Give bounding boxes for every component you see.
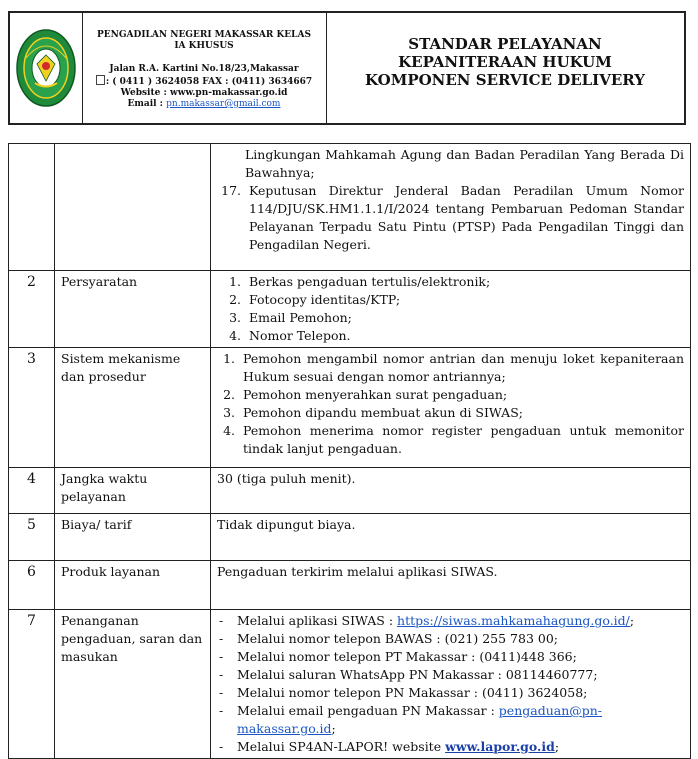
row-label: Produk layanan bbox=[55, 561, 211, 610]
court-contact bbox=[86, 64, 322, 110]
channel-text: Melalui SP4AN-LAPOR! website bbox=[237, 739, 446, 754]
table-row bbox=[9, 514, 691, 561]
row-number: 2 bbox=[9, 271, 55, 348]
list-item: 3. Pemohon dipandu membuat akun di SIWAS; bbox=[239, 404, 684, 422]
court-email-label: Email : bbox=[127, 99, 167, 109]
row-label: Biaya/ tarif bbox=[55, 514, 211, 561]
document-header bbox=[8, 11, 686, 125]
channel-text: Melalui email pengaduan PN Makassar : bbox=[237, 703, 499, 718]
list-item: 4. Nomor Telepon. bbox=[245, 327, 684, 345]
table-row bbox=[9, 348, 691, 468]
title-line-1: STANDAR PELAYANAN bbox=[408, 35, 602, 53]
list-item: - Melalui nomor telepon BAWAS : (021) 255 783 00; bbox=[217, 630, 684, 648]
row-content bbox=[211, 144, 691, 271]
regulation-list bbox=[217, 182, 684, 254]
channel-text: Melalui aplikasi SIWAS : bbox=[237, 613, 398, 628]
list-item: 1. Berkas pengaduan tertulis/elektronik; bbox=[245, 273, 684, 291]
row-label: Persyaratan bbox=[55, 271, 211, 348]
row-label: Sistem mekanisme dan prosedur bbox=[55, 348, 211, 468]
row-label: Penanganan pengaduan, saran dan masukan bbox=[55, 610, 211, 759]
procedure-list bbox=[217, 350, 684, 458]
channel-suffix: ; bbox=[554, 739, 560, 754]
complaint-email-link[interactable]: pengaduan@pn-makassar.go.id bbox=[237, 703, 603, 736]
row-content bbox=[211, 271, 691, 348]
court-name: PENGADILAN NEGERI MAKASSAR KELAS IA KHUSUS bbox=[97, 30, 311, 51]
row-content bbox=[211, 348, 691, 468]
row-label bbox=[55, 144, 211, 271]
service-standard-table bbox=[8, 143, 691, 759]
row-content bbox=[211, 610, 691, 759]
list-item: 2. Fotocopy identitas/KTP; bbox=[245, 291, 684, 309]
list-item: 1. Pemohon mengambil nomor antrian dan menuju loket kepaniteraan Hukum sesuai dengan nomor antriannya; bbox=[239, 350, 684, 386]
phone-icon bbox=[96, 75, 105, 85]
row-number bbox=[9, 144, 55, 271]
row-value: Tidak dipungut biaya. bbox=[211, 514, 691, 561]
court-info-cell bbox=[82, 13, 327, 123]
title-line-2: KEPANITERAAN HUKUM bbox=[398, 53, 612, 71]
list-item bbox=[217, 612, 684, 630]
table-row bbox=[9, 468, 691, 514]
title-line-3: KOMPONEN SERVICE DELIVERY bbox=[365, 71, 645, 89]
table-row bbox=[9, 561, 691, 610]
court-phone: : ( 0411 ) 3624058 FAX : (0411) 3634667 bbox=[105, 77, 313, 87]
row-number: 3 bbox=[9, 348, 55, 468]
row-number: 5 bbox=[9, 514, 55, 561]
court-logo-icon bbox=[15, 28, 77, 108]
list-item: 4. Pemohon menerima nomor register pengaduan untuk memonitor tindak lanjut pengaduan. bbox=[239, 422, 684, 458]
complaint-channels-list bbox=[217, 612, 684, 756]
document-title bbox=[326, 35, 684, 89]
table-row bbox=[9, 610, 691, 759]
list-item: 2. Pemohon menyerahkan surat pengaduan; bbox=[239, 386, 684, 404]
list-item: - Melalui saluran WhatsApp PN Makassar : 08114460777; bbox=[217, 666, 684, 684]
channel-suffix: ; bbox=[331, 721, 336, 736]
court-phone-row bbox=[86, 75, 322, 88]
list-item bbox=[217, 702, 684, 738]
siwas-link[interactable]: https://siwas.mahkamahagung.go.id/ bbox=[397, 613, 630, 628]
list-item bbox=[217, 738, 684, 756]
list-item: - Melalui nomor telepon PN Makassar : (0411) 3624058; bbox=[217, 684, 684, 702]
requirements-list bbox=[217, 273, 684, 345]
lapor-link[interactable]: www.lapor.go.id bbox=[445, 739, 555, 754]
channel-suffix: ; bbox=[629, 613, 635, 628]
list-item: 3. Email Pemohon; bbox=[245, 309, 684, 327]
court-email-link[interactable]: pn.makassar@gmail.com bbox=[166, 99, 281, 109]
list-item: - Melalui nomor telepon PT Makassar : (0411)448 366; bbox=[217, 648, 684, 666]
continued-text: Lingkungan Mahkamah Agung dan Badan Peradilan Yang Berada Di Bawahnya; bbox=[245, 147, 684, 180]
court-address: Jalan R.A. Kartini No.18/23,Makassar bbox=[109, 64, 299, 74]
title-cell bbox=[326, 13, 684, 123]
row-label: Jangka waktu pelayanan bbox=[55, 468, 211, 514]
list-item: 17. Keputusan Direktur Jenderal Badan Peradilan Umum Nomor 114/DJU/SK.HM1.1.1/I/2024 tentang Pembaruan Pedoman Standar Pelayanan Terpadu Satu Pintu (PTSP) Pada Pengadilan Tinggi dan Pengadilan Negeri. bbox=[245, 182, 684, 254]
court-email-row bbox=[86, 99, 322, 110]
table-row bbox=[9, 271, 691, 348]
row-number: 4 bbox=[9, 468, 55, 514]
table-row bbox=[9, 144, 691, 271]
row-value: 30 (tiga puluh menit). bbox=[211, 468, 691, 514]
row-value: Pengaduan terkirim melalui aplikasi SIWAS. bbox=[211, 561, 691, 610]
row-number: 6 bbox=[9, 561, 55, 610]
court-website: Website : www.pn-makassar.go.id bbox=[120, 88, 288, 98]
row-number: 7 bbox=[9, 610, 55, 759]
logo-cell bbox=[10, 13, 83, 123]
